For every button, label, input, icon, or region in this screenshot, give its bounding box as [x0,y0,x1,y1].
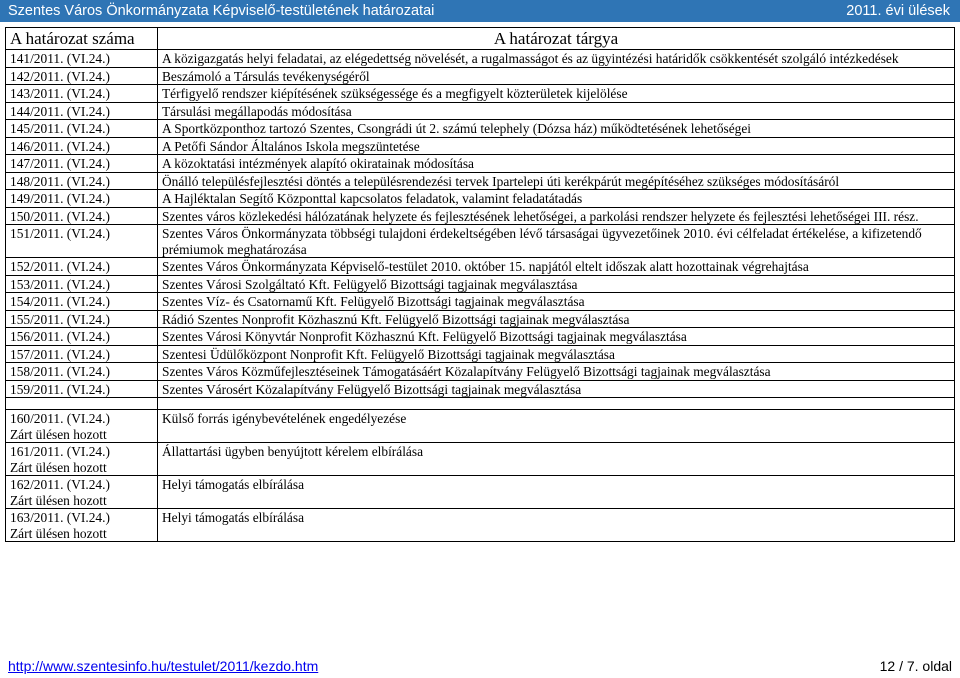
closed-session-note: Zárt ülésen hozott [10,525,107,541]
resolution-number: 160/2011. (VI.24.) [10,411,110,426]
table-header-row [6,28,955,50]
resolution-number: 151/2011. (VI.24.) [6,225,158,258]
table-row [6,155,955,173]
table-row [6,345,955,363]
resolution-number: 154/2011. (VI.24.) [6,293,158,311]
table-row-closed-session [6,509,955,542]
resolution-subject: Társulási megállapodás módosítása [158,102,955,120]
resolution-subject: Rádió Szentes Nonprofit Közhasznú Kft. Felügyelő Bizottsági tagjainak megválasztása [158,310,955,328]
resolution-subject: A közigazgatás helyi feladatai, az elégedettség növelését, a rugalmasságot és az ügyintézési határidők csökkentését szolgáló intézkedések [158,50,955,68]
table-row [6,137,955,155]
resolution-subject: Beszámoló a Társulás tevékenységéről [158,67,955,85]
resolution-subject: Szentesi Üdülőközpont Nonprofit Kft. Felügyelő Bizottsági tagjainak megválasztása [158,345,955,363]
resolution-number: 156/2011. (VI.24.) [6,328,158,346]
table-body [6,50,955,542]
resolution-number: 158/2011. (VI.24.) [6,363,158,381]
table-row [6,293,955,311]
footer-link[interactable]: http://www.szentesinfo.hu/testulet/2011/kezdo.htm [8,658,319,674]
table-row [6,363,955,381]
page-number: 12 / 7. oldal [879,658,952,674]
resolution-number: 145/2011. (VI.24.) [6,120,158,138]
resolution-number: 153/2011. (VI.24.) [6,275,158,293]
resolution-subject: A közoktatási intézmények alapító okiratainak módosítása [158,155,955,173]
resolution-subject: Külső forrás igénybevételének engedélyezése [158,410,955,443]
resolution-number-cell [6,476,158,509]
resolution-number: 144/2011. (VI.24.) [6,102,158,120]
table-row [6,67,955,85]
table-row [6,380,955,398]
resolution-number: 141/2011. (VI.24.) [6,50,158,68]
resolution-subject: Szentes Város Önkormányzata többségi tulajdoni érdekeltségében lévő társaságai ügyvezetőinek 2010. évi célfeladat értékelése, a kifizetendő prémiumok meghatározása [158,225,955,258]
header-title: Szentes Város Önkormányzata Képviselő-testületének határozatai [8,3,435,19]
resolution-subject: Szentes Víz- és Csatornamű Kft. Felügyelő Bizottsági tagjainak megválasztása [158,293,955,311]
resolution-subject: A Petőfi Sándor Általános Iskola megszüntetése [158,137,955,155]
resolution-number-cell [6,443,158,476]
resolution-number: 163/2011. (VI.24.) [10,510,110,525]
resolution-number: 148/2011. (VI.24.) [6,172,158,190]
document-header [0,0,960,22]
table-row-closed-session [6,443,955,476]
resolution-subject: Szentes Városi Könyvtár Nonprofit Közhasznú Kft. Felügyelő Bizottsági tagjainak megválasztása [158,328,955,346]
table-row [6,85,955,103]
resolution-subject: Helyi támogatás elbírálása [158,509,955,542]
resolution-subject: Szentes Város Önkormányzata Képviselő-testület 2010. október 15. napjától eltelt időszak alatt hozottainak végrehajtása [158,258,955,276]
table-row-closed-session [6,476,955,509]
resolution-number: 157/2011. (VI.24.) [6,345,158,363]
closed-session-note: Zárt ülésen hozott [10,459,107,475]
resolution-subject: Szentes Városi Szolgáltató Kft. Felügyelő Bizottsági tagjainak megválasztása [158,275,955,293]
resolution-number: 155/2011. (VI.24.) [6,310,158,328]
resolution-number: 150/2011. (VI.24.) [6,207,158,225]
spacer-row [6,398,955,410]
table-row [6,225,955,258]
resolution-number: 146/2011. (VI.24.) [6,137,158,155]
resolution-subject: Térfigyelő rendszer kiépítésének szükségessége és a megfigyelt közterületek kijelölése [158,85,955,103]
resolution-number-cell [6,410,158,443]
resolution-number: 147/2011. (VI.24.) [6,155,158,173]
document-footer [8,658,952,674]
resolution-subject: Szentes város közlekedési hálózatának helyzete és fejlesztésének lehetőségei, a parkolási rendszer helyzete és fejlesztési lehetőségei III. rész. [158,207,955,225]
table-row [6,207,955,225]
spacer-cell [6,398,158,410]
spacer-cell [158,398,955,410]
resolution-subject: Önálló településfejlesztési döntés a településrendezési tervek Ipartelepi úti kerékpárút megépítéséhez szükséges módosításáról [158,172,955,190]
column-header-number: A határozat száma [6,28,158,50]
closed-session-note: Zárt ülésen hozott [10,492,107,508]
resolution-number: 142/2011. (VI.24.) [6,67,158,85]
resolution-number: 161/2011. (VI.24.) [10,444,110,459]
header-year: 2011. évi ülések [846,3,950,19]
resolution-subject: Szentes Város Közműfejlesztéseinek Támogatásáért Közalapítvány Felügyelő Bizottsági tagjainak megválasztása [158,363,955,381]
table-row-closed-session [6,410,955,443]
resolution-subject: A Sportközponthoz tartozó Szentes, Csongrádi út 2. számú telephely (Dózsa ház) működtetésének lehetőségei [158,120,955,138]
resolution-number: 149/2011. (VI.24.) [6,190,158,208]
resolution-subject: Állattartási ügyben benyújtott kérelem elbírálása [158,443,955,476]
table-row [6,310,955,328]
resolution-number: 152/2011. (VI.24.) [6,258,158,276]
table-row [6,275,955,293]
column-header-subject: A határozat tárgya [158,28,955,50]
table-row [6,328,955,346]
table-row [6,190,955,208]
table-row [6,258,955,276]
table-row [6,172,955,190]
closed-session-note: Zárt ülésen hozott [10,426,107,442]
table-row [6,50,955,68]
resolution-number-cell [6,509,158,542]
resolution-subject: Helyi támogatás elbírálása [158,476,955,509]
resolution-subject: A Hajléktalan Segítő Központtal kapcsolatos feladatok, valamint feladatátadás [158,190,955,208]
table-row [6,102,955,120]
table-row [6,120,955,138]
resolutions-table [5,27,955,542]
resolution-subject: Szentes Városért Közalapítvány Felügyelő Bizottsági tagjainak megválasztása [158,380,955,398]
resolution-number: 143/2011. (VI.24.) [6,85,158,103]
resolution-number: 162/2011. (VI.24.) [10,477,110,492]
resolution-number: 159/2011. (VI.24.) [6,380,158,398]
